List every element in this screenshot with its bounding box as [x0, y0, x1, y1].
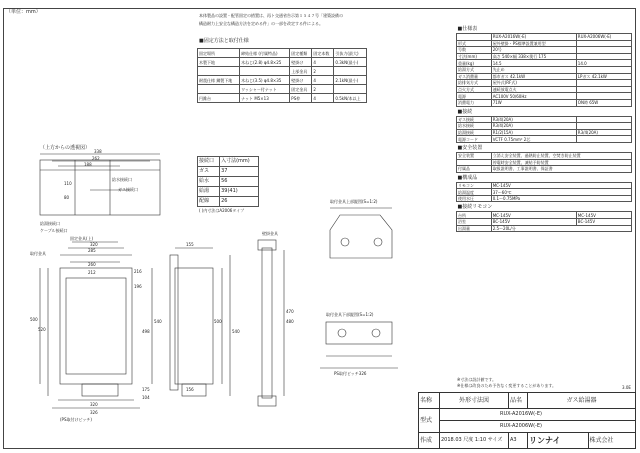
spec-cell: 電源コード — [457, 136, 492, 143]
spec-cell — [576, 47, 631, 54]
spec-section-connect: ■接続 — [457, 108, 473, 115]
spec-cell: ガス消費量 — [457, 73, 492, 80]
spec-cell: 台所 — [457, 212, 492, 219]
dim-label: 196 — [134, 284, 142, 289]
spec-cell: R1/2(15A) — [491, 129, 576, 136]
fixing-header: 固定場所 — [198, 49, 240, 58]
spec-cell: ON時 65W — [576, 99, 631, 106]
scale-value: 1:10 — [474, 437, 487, 444]
title-block — [418, 392, 636, 449]
dim-label: 156 — [186, 387, 194, 392]
name-label: 名称 — [419, 393, 440, 409]
pipe-table-note: ( )内寸法はA2006タイプ — [199, 208, 245, 213]
pipe-cell: 給水 — [198, 177, 220, 187]
spec-cell: R3/4(20A) — [491, 116, 576, 123]
size-label: サイズ — [487, 437, 503, 444]
spec-cell: 形式 — [457, 40, 492, 47]
spec-col-header: RUX-A2016W(-E) — [491, 34, 576, 41]
fixing-header: 固定本数 — [312, 49, 334, 58]
fixing-cell: 2.1kN(最小) — [334, 76, 367, 85]
lower-bracket-label: 取付金具下部縦図(S=1:2) — [326, 312, 374, 317]
dim-label: 175 — [142, 387, 150, 392]
spec-cell: 消費電力 — [457, 99, 492, 106]
spec-cell: R3/4(20A) — [576, 129, 631, 136]
spec-cell: MC-145V — [491, 212, 576, 219]
pipe-header: 接続口 — [198, 157, 220, 167]
intro-line-1: 本体製品の設置・配管固定の措置は、再ト交通省告示第１５４７号「建築設備の — [199, 13, 343, 18]
spec-cell: 37〜60℃ — [491, 189, 631, 196]
fixing-cell: ワッシャー付ナット — [240, 85, 290, 94]
dim-label: 500 — [214, 319, 222, 324]
spec-cell: 安全装置 — [457, 152, 492, 159]
dim-label: 80 — [64, 195, 70, 200]
spec-col-header — [457, 34, 492, 41]
date-label: 作成 — [419, 433, 440, 449]
fixing-cell: 4 — [312, 76, 334, 85]
fixing-header: 引抜力(最大) — [334, 49, 367, 58]
dim-label: 104 — [142, 395, 150, 400]
fixing-cell: 2 — [312, 85, 334, 94]
spec-cell: 71W — [491, 99, 576, 106]
spec-table — [456, 24, 632, 232]
pipe-cell: 26 — [220, 197, 259, 207]
spec-cell: VCTF 0.75mm² 2芯 — [491, 136, 576, 143]
spec-cell — [457, 159, 492, 166]
spec-cell: 重量(kg) — [457, 60, 492, 67]
pipe-cell: 37 — [220, 167, 259, 177]
spec-cell: 給湯方式 — [457, 66, 492, 73]
spec-cell — [576, 80, 631, 87]
spec-cell: 2.5〜20L/分 — [491, 225, 631, 232]
spec-cell: 浴室 — [457, 219, 492, 226]
fixing-cell: 木製下地 — [198, 58, 240, 67]
date-value: 2018.03 — [441, 437, 462, 444]
spec-cell — [576, 40, 631, 47]
spec-note-1: ※寸法は設計値です。 — [457, 377, 497, 382]
spec-cell: BC-145V — [491, 219, 576, 226]
ps-pitch-label: (PS取付けピッチ) — [60, 417, 92, 422]
spec-section-remote: ■接続リモコン — [457, 204, 493, 211]
dim-label: 262 — [92, 156, 100, 161]
dim-label: 216 — [134, 269, 142, 274]
spec-cell: 20号 — [491, 47, 576, 54]
fixing-cell: 0.3kN(最小) — [334, 58, 367, 67]
dim-label: 540 — [154, 319, 162, 324]
brand-logo: リンナイ — [528, 433, 589, 449]
dim-label: 320 — [90, 402, 98, 407]
spec-cell: MC-145V — [491, 182, 631, 189]
spec-cell: R3/4(20A) — [491, 123, 576, 130]
spec-cell: 号数 — [457, 47, 492, 54]
date-scale-cell — [440, 433, 509, 449]
fixing-cell: 固定金具 — [290, 85, 312, 94]
spec-cell: 給水接続 — [457, 123, 492, 130]
spec-cell: 高さ 540×幅 338×奥行 175 — [491, 53, 576, 60]
spec-cell: BC-145V — [576, 219, 631, 226]
callout-label: 給湯接続口 — [40, 221, 60, 226]
dim-label: 285 — [88, 248, 96, 253]
spec-cell: 付属品 — [457, 166, 492, 173]
model-1: RUX-A2016W(-E) — [440, 408, 636, 420]
dim-label: 498 — [142, 329, 150, 334]
spec-cell: MC-145V — [576, 212, 631, 219]
dim-label: 188 — [84, 162, 92, 167]
wall-bracket-outline — [262, 248, 272, 398]
fixing-cell: 耐震仕様 鋼製下地 — [198, 76, 240, 85]
spec-cell: 立消え安全装置、過熱防止装置、空焚き防止装置 — [491, 152, 631, 159]
spec-cell: 電源 — [457, 93, 492, 100]
dim-label: 155 — [186, 242, 194, 247]
spec-cell: 使用水圧 — [457, 195, 492, 202]
drawing-name: 外形寸法図 — [440, 393, 509, 409]
spec-cell: 寸法(mm) — [457, 53, 492, 60]
pipe-cell: 配線 — [198, 197, 220, 207]
spec-cell: 14.0 — [576, 60, 631, 67]
spec-cell: 都市ガス 42.1kW — [491, 73, 576, 80]
fixing-header: 締結仕様 (付属特品) — [240, 49, 290, 58]
pipe-cell: ガス — [198, 167, 220, 177]
spec-cell: 点火方式 — [457, 86, 492, 93]
model-label: 型式 — [419, 408, 440, 433]
fixing-cell: 0.5kN/本以上 — [334, 94, 367, 103]
dim-label: 338 — [94, 149, 102, 154]
spec-cell: 出湯量 — [457, 225, 492, 232]
intro-line-2: 構造耐力上安全な構造方法を定める件」の一部を改定する件による。 — [199, 21, 323, 26]
top-view-outline — [40, 160, 160, 215]
spec-cell: LPガス 42.1kW — [576, 73, 631, 80]
fixing-cell: 木ねじ(2.8) φ4.8×25 — [240, 58, 290, 67]
spec-section-safety: ■安全装置 — [457, 144, 483, 151]
fixing-cell: 木ねじ(3.5) φ4.8×35 — [240, 76, 290, 85]
spec-cell — [576, 86, 631, 93]
spec-cell — [576, 116, 631, 123]
upper-bracket-outline — [330, 215, 392, 258]
pipe-header: 入寸法(mm) — [220, 157, 259, 167]
dim-label: 212 — [88, 270, 96, 275]
fixing-cell: 壁掛け — [290, 76, 312, 85]
spec-cell — [576, 66, 631, 73]
spec-cell: 14.5 — [491, 60, 576, 67]
fixing-cell: 円錐台 — [198, 94, 240, 103]
fixing-cell: PS枠 — [290, 94, 312, 103]
fixing-header: 固定種類 — [290, 49, 312, 58]
ps-pitch-bracket-label: PS取付ピッチ326 — [334, 371, 367, 376]
spec-cell — [576, 53, 631, 60]
dim-label: 480 — [286, 319, 294, 324]
spec-cell: 0.1〜0.75MPa — [491, 195, 631, 202]
scale-label: 尺度 — [463, 437, 474, 444]
dim-label: 326 — [90, 410, 98, 415]
front-view-outline — [60, 268, 132, 384]
spec-cell: リモコン — [457, 182, 492, 189]
fixing-cell: 2 — [312, 67, 334, 76]
spec-cell: AC100V 50/60Hz — [491, 93, 576, 100]
spec-cell: 先止め — [491, 66, 576, 73]
dim-label: 320 — [90, 242, 98, 247]
dim-label: 520 — [38, 327, 46, 332]
size-value: A3 — [509, 433, 528, 449]
spec-cell — [576, 93, 631, 100]
fixing-cell: 4 — [312, 94, 334, 103]
top-view-label: （上方からの透視図） — [40, 145, 91, 151]
fixing-cell: 壁掛け — [290, 58, 312, 67]
lower-bracket-outline — [326, 322, 392, 344]
callout-label: 固定金具(上) — [70, 236, 94, 241]
dim-label: 470 — [286, 309, 294, 314]
fixing-table-title: ■固定方法と取付仕様 — [199, 38, 249, 44]
spec-note-2: ※仕様は改良のため予告なく変更することがあります。 — [457, 383, 557, 388]
pipe-cell: 39(41) — [220, 187, 259, 197]
spec-cell: 給排気方式 — [457, 80, 492, 87]
dim-label: 110 — [64, 181, 72, 186]
product-label: 品名 — [509, 393, 528, 409]
callout-label: 給水接続口 — [112, 177, 132, 182]
spec-cell: 停電時安全装置、凍結予防装置 — [491, 159, 631, 166]
company-suffix: 株式会社 — [588, 433, 635, 449]
spec-cell: 給湯接続 — [457, 129, 492, 136]
spec-cell: 取扱説明書、工事説明書、保証書 — [491, 166, 631, 173]
spec-head: ■仕様表 — [457, 26, 478, 32]
model-2: RUX-A2006W(-E) — [440, 420, 636, 432]
unit-note: （単位：mm） — [6, 9, 41, 15]
side-view-outline — [175, 268, 213, 384]
spec-cell — [576, 123, 631, 130]
spec-col-header: RUX-A2006W(-E) — [576, 34, 631, 41]
fixing-cell: ナット M5×13 — [240, 94, 290, 103]
product-name: ガス給湯器 — [528, 393, 636, 409]
callout-label: ケーブル接続口 — [40, 228, 68, 233]
wall-bracket-label: 壁掛金具 — [262, 231, 278, 236]
dim-label: 540 — [232, 329, 240, 334]
spec-cell — [576, 136, 631, 143]
callout-label: ガス接続口 — [118, 187, 138, 192]
upper-bracket-label: 取付金具上部縦図(S=1:2) — [330, 199, 378, 204]
spec-cell: 屋外式(RF式) — [491, 80, 576, 87]
spec-cell: 給湯温度 — [457, 189, 492, 196]
spec-cell: 屋外壁掛・PS標準設置兼用型 — [491, 40, 576, 47]
spec-cell: ガス接続 — [457, 116, 492, 123]
callout-label: 取付金具 — [30, 251, 46, 256]
spec-cell: 連続放電点火 — [491, 86, 576, 93]
fixing-cell: 上部金具 — [290, 67, 312, 76]
dim-label: 260 — [88, 262, 96, 267]
spec-footer: 3.0E — [622, 385, 631, 390]
fixing-cell: 4 — [312, 58, 334, 67]
spec-section-components: ■構成品 — [457, 174, 478, 181]
pipe-cell: 56 — [220, 177, 259, 187]
dim-label: 500 — [30, 317, 38, 322]
pipe-cell: 給湯 — [198, 187, 220, 197]
